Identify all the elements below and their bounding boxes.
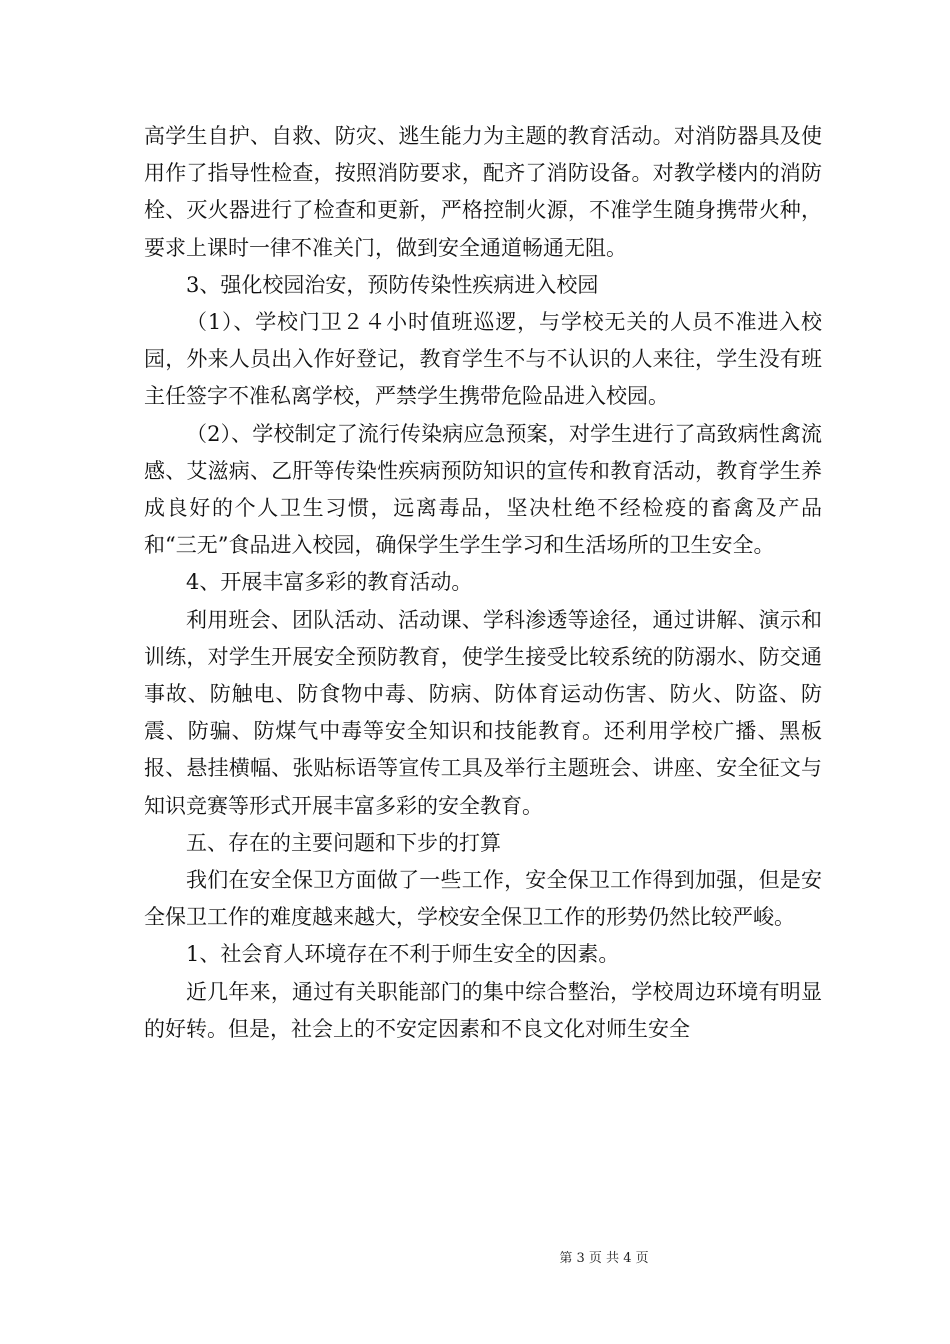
document-body <box>144 118 822 1048</box>
paragraph-9: 1、社会育人环境存在不利于师生安全的因素。 <box>186 942 620 967</box>
paragraph-7: 五、存在的主要问题和下步的打算 <box>186 830 501 855</box>
paragraph-1: 高学生自护、自救、防灾、逃生能力为主题的教育活动。对消防器具及使用作了指导性检查，按照消防要求，配齐了消防设备。对教学楼内的消防栓、灭火器进行了检查和更新，严格控制火源，不准学生随身携带火种，要求上课时一律不准关门，做到安全通道畅通无阻。 <box>144 124 822 260</box>
paragraph-5: 4、开展丰富多彩的教育活动。 <box>186 570 473 595</box>
paragraph-10: 近几年来，通过有关职能部门的集中综合整治，学校周边环境有明显的好转。但是，社会上的不安定因素和不良文化对师生安全 <box>144 979 822 1041</box>
page-number-label: 第 3 页 共 4 页 <box>559 1251 649 1266</box>
paragraph-8: 我们在安全保卫方面做了一些工作，安全保卫工作得到加强，但是安全保卫工作的难度越来越大，学校安全保卫工作的形势仍然比较严峻。 <box>144 868 822 930</box>
page-footer <box>0 1251 950 1267</box>
paragraph-6: 利用班会、团队活动、活动课、学科渗透等途径，通过讲解、演示和训练，对学生开展安全预防教育，使学生接受比较系统的防溺水、防交通事故、防触电、防食物中毒、防病、防体育运动伤害、防火、防盗、防震、防骗、防煤气中毒等安全知识和技能教育。还利用学校广播、黑板报、悬挂横幅、张贴标语等宣传工具及举行主题班会、讲座、安全征文与知识竞赛等形式开展丰富多彩的安全教育。 <box>144 607 822 818</box>
paragraph-4: （2）、学校制定了流行传染病应急预案，对学生进行了高致病性禽流感、艾滋病、乙肝等传染性疾病预防知识的宣传和教育活动，教育学生养成良好的个人卫生习惯，远离毒品，坚决杜绝不经检疫的畜禽及产品和“三无”食品进入校园，确保学生学生学习和生活场所的卫生安全。 <box>144 421 822 558</box>
paragraph-3: （1）、学校门卫２４小时值班巡逻，与学校无关的人员不准进入校园，外来人员出入作好登记，教育学生不与不认识的人来往，学生没有班主任签字不准私离学校，严禁学生携带危险品进入校园。 <box>144 310 822 409</box>
paragraph-2: 3、强化校园治安，预防传染性疾病进入校园 <box>186 272 599 297</box>
